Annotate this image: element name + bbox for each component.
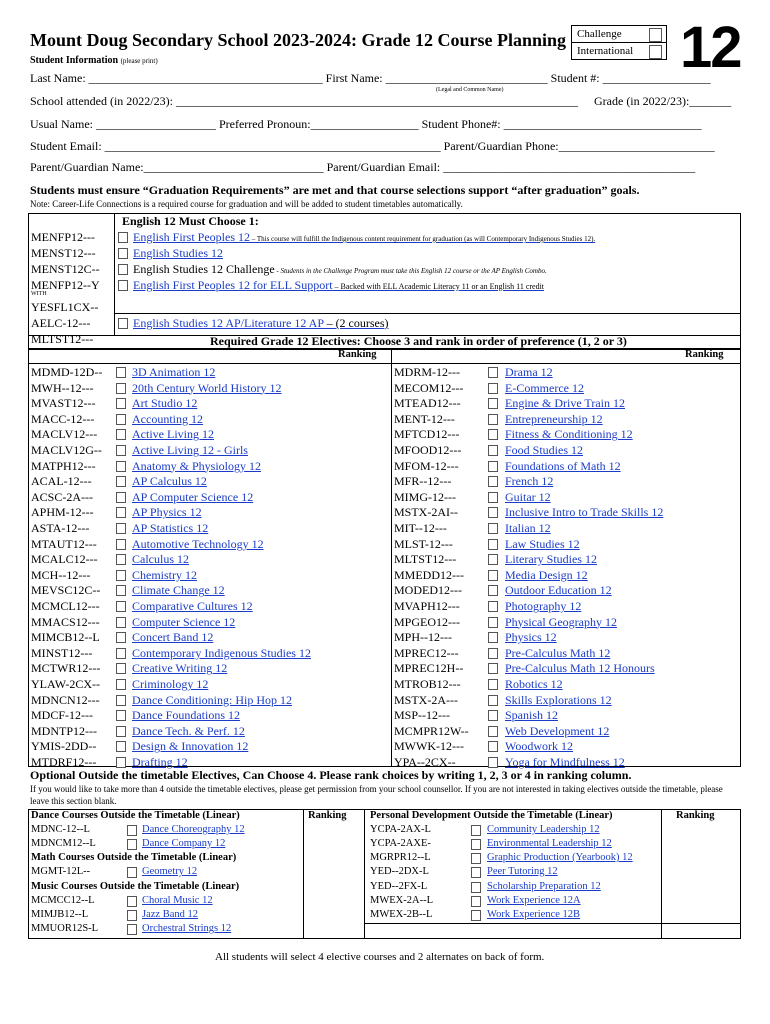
elective-checkbox[interactable] xyxy=(116,492,126,503)
elective-checkbox[interactable] xyxy=(116,429,126,440)
english-code: MENFP12--- xyxy=(31,230,96,244)
elective-checkbox[interactable] xyxy=(116,695,126,706)
elective-checkbox[interactable] xyxy=(116,523,126,534)
ranking-label-left: Ranking xyxy=(338,349,377,360)
elective-course-link[interactable]: Accounting 12 xyxy=(132,411,203,426)
elective-checkbox[interactable] xyxy=(488,570,498,581)
elective-course-link[interactable]: Creative Writing 12 xyxy=(132,661,228,676)
elective-course-link[interactable]: Pre-Calculus Math 12 Honours xyxy=(505,661,655,676)
elective-course-link[interactable]: Literary Studies 12 xyxy=(505,552,597,567)
grade-field[interactable]: Grade (in 2022/23):_______ xyxy=(594,94,732,108)
elective-checkbox[interactable] xyxy=(116,648,126,659)
course-code: MENT-12--- xyxy=(394,411,455,426)
optional-checkbox[interactable] xyxy=(127,825,137,836)
elective-course-link[interactable]: E-Commerce 12 xyxy=(505,380,584,395)
elective-checkbox[interactable] xyxy=(116,383,126,394)
ranking-label-right: Ranking xyxy=(685,349,724,360)
elective-checkbox[interactable] xyxy=(488,679,498,690)
elective-checkbox[interactable] xyxy=(116,445,126,456)
optional-checkbox[interactable] xyxy=(127,867,137,878)
course-code: MSP--12--- xyxy=(394,708,450,723)
elective-course-link[interactable]: Drafting 12 xyxy=(132,755,188,769)
elective-checkbox[interactable] xyxy=(116,507,126,518)
english-checkbox[interactable] xyxy=(118,232,128,243)
elective-course-link[interactable]: Guitar 12 xyxy=(505,489,551,504)
course-code: MVAST12--- xyxy=(31,396,96,411)
course-code: MPREC12H-- xyxy=(394,661,464,676)
optional-course-link[interactable]: Community Leadership 12 xyxy=(487,824,600,835)
elective-course-link[interactable]: Active Living 12 - Girls xyxy=(132,443,248,457)
elective-course-link[interactable]: Media Design 12 xyxy=(505,567,588,582)
student-info-label: Student Information (please print) xyxy=(30,55,158,66)
legal-name-note: (Legal and Common Name) xyxy=(436,87,504,93)
optional-checkbox[interactable] xyxy=(471,853,481,864)
elective-checkbox[interactable] xyxy=(116,539,126,550)
course-code: MCH--12--- xyxy=(31,567,91,582)
optional-ranking-label-right: Ranking xyxy=(676,810,715,821)
course-code: YED--2FX-L xyxy=(370,881,428,892)
english-code: MLTST12--- xyxy=(31,332,94,346)
elective-checkbox[interactable] xyxy=(488,507,498,518)
course-code: MPREC12--- xyxy=(394,645,459,660)
elective-checkbox[interactable] xyxy=(116,570,126,581)
course-code: MFOM-12--- xyxy=(394,458,459,473)
course-code: MTDRF12--- xyxy=(31,755,97,769)
challenge-option: Challenge xyxy=(571,25,667,43)
elective-checkbox[interactable] xyxy=(488,554,498,565)
course-code: MINST12--- xyxy=(31,645,93,660)
school-field[interactable]: School attended (in 2022/23): ___________________________________________________________________ xyxy=(30,94,578,108)
course-code: MDRM-12--- xyxy=(394,365,460,379)
english-code: MENST12--- xyxy=(31,246,96,260)
elective-checkbox[interactable] xyxy=(116,554,126,565)
elective-course-link[interactable]: Robotics 12 xyxy=(505,677,563,691)
course-code: YED--2DX-L xyxy=(370,866,429,877)
elective-course-link[interactable]: Italian 12 xyxy=(505,521,551,535)
elective-course-link[interactable]: Inclusive Intro to Trade Skills 12 xyxy=(505,505,664,520)
elective-course-link[interactable]: AP Calculus 12 xyxy=(132,474,207,489)
course-code: MMUOR12S-L xyxy=(31,923,99,934)
optional-checkbox[interactable] xyxy=(471,910,481,921)
elective-checkbox[interactable] xyxy=(116,585,126,596)
elective-checkbox[interactable] xyxy=(488,461,498,472)
course-code: MDCF-12--- xyxy=(31,708,93,723)
elective-course-link[interactable]: Criminology 12 xyxy=(132,677,209,691)
elective-checkbox[interactable] xyxy=(116,726,126,737)
course-code: MCMCL12--- xyxy=(31,599,100,613)
course-code: MCTWR12--- xyxy=(31,661,101,676)
elective-checkbox[interactable] xyxy=(488,663,498,674)
elective-course-link[interactable]: Art Studio 12 xyxy=(132,396,198,411)
course-code: MFR--12--- xyxy=(394,474,452,489)
email-field[interactable]: Student Email: ________________________________________________________ Parent/Guardian Phone:__________________________ xyxy=(30,139,715,153)
course-code: MPGEO12--- xyxy=(394,614,460,629)
optional-checkbox[interactable] xyxy=(471,839,481,850)
elective-checkbox[interactable] xyxy=(488,617,498,628)
elective-checkbox[interactable] xyxy=(488,398,498,409)
course-code: MIMG-12--- xyxy=(394,489,456,504)
elective-course-link[interactable]: Foundations of Math 12 xyxy=(505,458,621,473)
english-code: MENFP12--Y xyxy=(31,278,100,292)
course-code: MTAUT12--- xyxy=(31,536,97,551)
electives-heading: Required Grade 12 Electives: Choose 3 and rank in order of preference (1, 2 or 3) xyxy=(210,334,627,348)
course-code: YMIS-2DD-- xyxy=(31,739,97,754)
course-code: MFOOD12--- xyxy=(394,443,462,457)
english-code: YESFL1CX-- xyxy=(31,300,99,314)
course-code: MGMT-12L-- xyxy=(31,866,91,877)
elective-course-link[interactable]: 20th Century World History 12 xyxy=(132,380,282,395)
elective-course-link[interactable]: 3D Animation 12 xyxy=(132,365,216,379)
elective-course-link[interactable]: Physical Geography 12 xyxy=(505,614,617,629)
elective-course-link[interactable]: Climate Change 12 xyxy=(132,583,225,598)
elective-checkbox[interactable] xyxy=(116,663,126,674)
elective-course-link[interactable]: Dance Conditioning: Hip Hop 12 xyxy=(132,692,292,707)
requirements-note: Note: Career-Life Connections is a required course for graduation and will be added to student timetables automatically. xyxy=(30,199,463,209)
elective-checkbox[interactable] xyxy=(488,695,498,706)
course-code: MWWK-12--- xyxy=(394,739,464,754)
math-heading: Math Courses Outside the Timetable (Linear) xyxy=(31,852,237,863)
course-code: MIT--12--- xyxy=(394,521,447,535)
english-checkbox[interactable] xyxy=(118,264,128,275)
course-code: MMEDD12--- xyxy=(394,567,464,582)
english-code-with: WITH xyxy=(31,291,47,297)
elective-course-link[interactable]: Spanish 12 xyxy=(505,708,559,723)
elective-course-link[interactable]: Engine & Drive Train 12 xyxy=(505,396,625,411)
optional-course-link[interactable]: Peer Tutoring 12 xyxy=(487,866,558,877)
optional-course-link[interactable]: Orchestral Strings 12 xyxy=(142,923,232,934)
course-code: ASTA-12--- xyxy=(31,521,90,535)
course-code: MODED12--- xyxy=(394,583,462,598)
page-title: Mount Doug Secondary School 2023-2024: Grade 12 Course Planning xyxy=(30,30,567,50)
footer-note: All students will select 4 elective courses and 2 alternates on back of form. xyxy=(215,951,545,963)
elective-checkbox[interactable] xyxy=(116,741,126,752)
elective-course-link[interactable]: Skills Explorations 12 xyxy=(505,692,612,707)
course-code: MACLV12G-- xyxy=(31,443,102,457)
challenge-checkbox[interactable] xyxy=(649,28,662,42)
elective-checkbox[interactable] xyxy=(488,585,498,596)
english-option[interactable]: English First Peoples 12 – This course will fulfill the Indigenous content requirement for graduation (as will Contemporary Indigenous Studies 12). xyxy=(133,230,596,244)
course-code: MPH--12--- xyxy=(394,630,452,645)
optional-course-link[interactable]: Choral Music 12 xyxy=(142,895,213,906)
elective-checkbox[interactable] xyxy=(488,648,498,659)
elective-checkbox[interactable] xyxy=(488,429,498,440)
usual-name-field[interactable]: Usual Name: ____________________ Preferred Pronoun:__________________ Student Phone#: _________________________________ xyxy=(30,117,702,131)
parent-field[interactable]: Parent/Guardian Name:______________________________ Parent/Guardian Email: __________________________________________ xyxy=(30,160,696,174)
optional-checkbox[interactable] xyxy=(471,882,481,893)
course-code: MVAPH12--- xyxy=(394,599,460,613)
optional-course-link[interactable]: Dance Choreography 12 xyxy=(142,824,245,835)
dance-heading: Dance Courses Outside the Timetable (Linear) xyxy=(31,810,240,821)
course-code: MFTCD12--- xyxy=(394,427,460,442)
course-code: MSTX-2A--- xyxy=(394,692,458,707)
elective-checkbox[interactable] xyxy=(116,398,126,409)
course-code: MSTX-2AI-- xyxy=(394,505,458,520)
course-code: ACAL-12--- xyxy=(31,474,92,489)
elective-checkbox[interactable] xyxy=(488,539,498,550)
course-code: MATPH12--- xyxy=(31,458,96,473)
grade-badge: 12 xyxy=(680,15,741,80)
elective-checkbox[interactable] xyxy=(488,476,498,487)
elective-course-link[interactable]: Active Living 12 xyxy=(132,427,214,442)
course-code: MLTST12--- xyxy=(394,552,457,567)
optional-checkbox[interactable] xyxy=(471,825,481,836)
elective-checkbox[interactable] xyxy=(488,523,498,534)
course-code: MCMCC12--L xyxy=(31,895,95,906)
elective-course-link[interactable]: Law Studies 12 xyxy=(505,536,580,551)
elective-checkbox[interactable] xyxy=(116,757,126,768)
optional-checkbox[interactable] xyxy=(471,867,481,878)
elective-course-link[interactable]: Photography 12 xyxy=(505,599,582,613)
course-code: MWH--12--- xyxy=(31,380,94,395)
elective-checkbox[interactable] xyxy=(116,476,126,487)
elective-course-link[interactable]: AP Computer Science 12 xyxy=(132,489,254,504)
english-option[interactable]: English Studies 12 Challenge - Students in the Challenge Program must take this English 12 course or the AP English Combo. xyxy=(133,262,547,276)
english-code: MENST12C-- xyxy=(31,262,100,276)
course-code: MDNCM12--L xyxy=(31,838,96,849)
elective-checkbox[interactable] xyxy=(116,710,126,721)
elective-checkbox[interactable] xyxy=(116,367,126,378)
elective-checkbox[interactable] xyxy=(488,632,498,643)
course-code: YLAW-2CX-- xyxy=(31,677,101,691)
course-code: YCPA-2AXE- xyxy=(370,838,431,849)
elective-course-link[interactable]: Pre-Calculus Math 12 xyxy=(505,645,611,660)
optional-course-link[interactable]: Graphic Production (Yearbook) 12 xyxy=(487,852,633,863)
elective-checkbox[interactable] xyxy=(488,601,498,612)
course-code: MCALC12--- xyxy=(31,552,98,567)
elective-course-link[interactable]: Dance Tech. & Perf. 12 xyxy=(132,723,245,738)
course-code: MACLV12--- xyxy=(31,427,98,442)
elective-course-link[interactable]: Design & Innovation 12 xyxy=(132,739,249,754)
elective-course-link[interactable]: Fitness & Conditioning 12 xyxy=(505,427,633,442)
course-code: MGRPR12--L xyxy=(370,852,431,863)
course-code: MACC-12--- xyxy=(31,411,95,426)
elective-course-link[interactable]: Yoga for Mindfulness 12 xyxy=(505,755,625,769)
elective-checkbox[interactable] xyxy=(488,757,498,768)
optional-checkbox[interactable] xyxy=(127,896,137,907)
english-heading: English 12 Must Choose 1: xyxy=(122,214,259,228)
elective-course-link[interactable]: Outdoor Education 12 xyxy=(505,583,612,598)
course-code: MLST-12--- xyxy=(394,536,453,551)
optional-course-link[interactable]: Work Experience 12B xyxy=(487,909,581,920)
elective-course-link[interactable]: Anatomy & Physiology 12 xyxy=(132,458,262,473)
elective-course-link[interactable]: Dance Foundations 12 xyxy=(132,708,240,723)
elective-course-link[interactable]: Drama 12 xyxy=(505,365,553,379)
english-option[interactable]: English Studies 12 xyxy=(133,246,224,260)
elective-checkbox[interactable] xyxy=(116,461,126,472)
elective-course-link[interactable]: French 12 xyxy=(505,474,554,489)
optional-course-link[interactable]: Work Experience 12A xyxy=(487,895,581,906)
course-code: ACSC-2A--- xyxy=(31,489,93,504)
elective-checkbox[interactable] xyxy=(488,492,498,503)
optional-checkbox[interactable] xyxy=(127,839,137,850)
elective-course-link[interactable]: Concert Band 12 xyxy=(132,630,214,645)
international-checkbox[interactable] xyxy=(649,45,662,59)
name-fields[interactable]: Last Name: _______________________________________ First Name: ___________________________ Student #: __________________ xyxy=(30,71,711,85)
course-code: MDNC-12--L xyxy=(31,824,90,835)
elective-course-link[interactable]: Computer Science 12 xyxy=(132,614,236,629)
course-code: MEVSC12C-- xyxy=(31,583,101,598)
optional-checkbox[interactable] xyxy=(127,910,137,921)
course-code: MIMCB12--L xyxy=(31,630,100,645)
elective-course-link[interactable]: Comparative Cultures 12 xyxy=(132,599,253,613)
optional-course-link[interactable]: Geometry 12 xyxy=(142,866,198,877)
optional-course-link[interactable]: Jazz Band 12 xyxy=(142,909,198,920)
elective-course-link[interactable]: Calculus 12 xyxy=(132,552,189,567)
course-code: MIMJB12--L xyxy=(31,909,89,920)
course-code: MECOM12--- xyxy=(394,380,464,395)
elective-course-link[interactable]: AP Statistics 12 xyxy=(132,521,209,535)
elective-checkbox[interactable] xyxy=(488,726,498,737)
elective-checkbox[interactable] xyxy=(116,601,126,612)
elective-checkbox[interactable] xyxy=(488,383,498,394)
english-option[interactable]: English Studies 12 AP/Literature 12 AP – (2 courses) xyxy=(133,316,389,330)
elective-course-link[interactable]: Physics 12 xyxy=(505,630,557,645)
course-code: MWEX-2A--L xyxy=(370,895,433,906)
personal-heading: Personal Development Outside the Timetable (Linear) xyxy=(370,810,613,821)
elective-checkbox[interactable] xyxy=(488,367,498,378)
optional-checkbox[interactable] xyxy=(127,924,137,935)
international-option: International xyxy=(571,42,667,60)
optional-course-link[interactable]: Environmental Leadership 12 xyxy=(487,838,612,849)
elective-course-link[interactable]: Automotive Technology 12 xyxy=(132,536,264,551)
course-code: MDNCN12--- xyxy=(31,692,100,707)
optional-course-link[interactable]: Scholarship Preparation 12 xyxy=(487,881,601,892)
english-checkbox[interactable] xyxy=(118,318,128,329)
elective-course-link[interactable]: Food Studies 12 xyxy=(505,443,584,457)
elective-checkbox[interactable] xyxy=(116,617,126,628)
course-code: MDMD-12D-- xyxy=(31,365,103,379)
elective-checkbox[interactable] xyxy=(488,414,498,425)
english-checkbox[interactable] xyxy=(118,248,128,259)
optional-course-link[interactable]: Dance Company 12 xyxy=(142,838,226,849)
elective-checkbox[interactable] xyxy=(116,679,126,690)
elective-checkbox[interactable] xyxy=(116,632,126,643)
elective-checkbox[interactable] xyxy=(488,741,498,752)
music-heading: Music Courses Outside the Timetable (Linear) xyxy=(31,881,240,892)
english-option[interactable]: English First Peoples 12 for ELL Support – Backed with ELL Academic Literacy 11 or an English 11 credit xyxy=(133,278,545,292)
elective-checkbox[interactable] xyxy=(488,445,498,456)
optional-ranking-label: Ranking xyxy=(308,810,347,821)
elective-course-link[interactable]: AP Physics 12 xyxy=(132,505,202,520)
course-code: YPA--2CX-- xyxy=(394,755,456,769)
optional-note: If you would like to take more than 4 outside the timetable electives, please get permission from your school counsellor. If you are not interested in taking electives outside the timetable, please leave this section blank. xyxy=(30,784,723,806)
course-code: MCMPR12W-- xyxy=(394,723,469,738)
elective-course-link[interactable]: Woodwork 12 xyxy=(505,739,574,754)
optional-heading: Optional Outside the timetable Electives, Can Choose 4. Please rank choices by writing 1, 2, 3 or 4 in ranking column. xyxy=(30,768,632,782)
elective-course-link[interactable]: Chemistry 12 xyxy=(132,567,197,582)
course-code: MMACS12--- xyxy=(31,614,100,629)
requirements-heading: Students must ensure “Graduation Requirements” are met and that course selections support “after graduation” goals. xyxy=(30,183,640,197)
course-code: YCPA-2AX-L xyxy=(370,824,431,835)
elective-course-link[interactable]: Entrepreneurship 12 xyxy=(505,411,603,426)
elective-course-link[interactable]: Contemporary Indigenous Studies 12 xyxy=(132,645,311,660)
course-code: MTEAD12--- xyxy=(394,396,461,411)
elective-checkbox[interactable] xyxy=(488,710,498,721)
elective-checkbox[interactable] xyxy=(116,414,126,425)
english-code: AELC-12--- xyxy=(31,316,91,330)
course-code: MTROB12--- xyxy=(394,677,461,691)
course-code: APHM-12--- xyxy=(31,505,94,520)
english-checkbox[interactable] xyxy=(118,280,128,291)
course-code: MDNTP12--- xyxy=(31,723,97,738)
elective-course-link[interactable]: Web Development 12 xyxy=(505,723,610,738)
course-code: MWEX-2B--L xyxy=(370,909,433,920)
optional-checkbox[interactable] xyxy=(471,896,481,907)
